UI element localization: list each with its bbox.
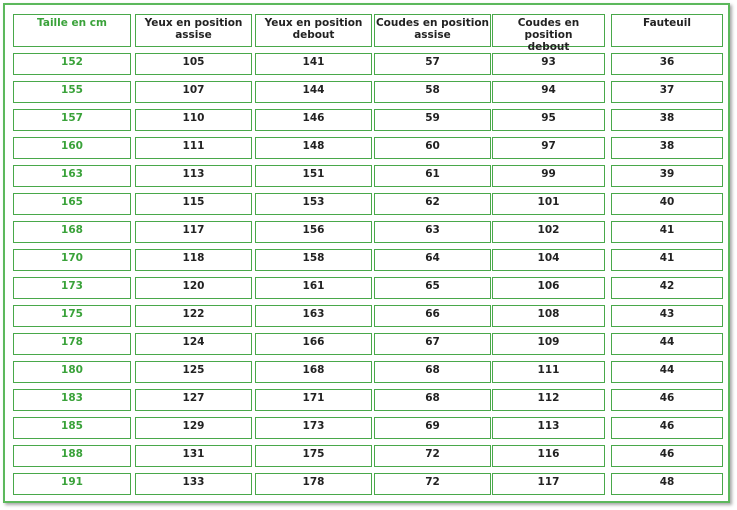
table-cell-taille: 168 xyxy=(13,221,131,243)
table-cell-coudes-assise: 67 xyxy=(374,333,491,355)
table-cell-yeux-assise: 107 xyxy=(135,81,252,103)
table-cell-coudes-assise: 68 xyxy=(374,361,491,383)
table-cell-fauteuil: 38 xyxy=(611,137,723,159)
table-cell-yeux-debout: 173 xyxy=(255,417,372,439)
table-cell-coudes-assise: 69 xyxy=(374,417,491,439)
table-cell-fauteuil: 40 xyxy=(611,193,723,215)
table-cell-taille: 188 xyxy=(13,445,131,467)
table-cell-yeux-assise: 111 xyxy=(135,137,252,159)
table-cell-fauteuil: 39 xyxy=(611,165,723,187)
column-header-yeux-debout: Yeux en position debout xyxy=(255,14,372,47)
table-cell-yeux-debout: 144 xyxy=(255,81,372,103)
table-cell-yeux-debout: 171 xyxy=(255,389,372,411)
table-cell-taille: 163 xyxy=(13,165,131,187)
table-cell-coudes-assise: 66 xyxy=(374,305,491,327)
table-cell-fauteuil: 46 xyxy=(611,445,723,467)
table-cell-coudes-assise: 65 xyxy=(374,277,491,299)
table-cell-coudes-assise: 60 xyxy=(374,137,491,159)
table-cell-yeux-debout: 156 xyxy=(255,221,372,243)
column-header-fauteuil: Fauteuil xyxy=(611,14,723,47)
table-cell-taille: 173 xyxy=(13,277,131,299)
table-cell-taille: 160 xyxy=(13,137,131,159)
table-cell-fauteuil: 48 xyxy=(611,473,723,495)
table-cell-taille: 170 xyxy=(13,249,131,271)
table-cell-fauteuil: 36 xyxy=(611,53,723,75)
table-cell-fauteuil: 38 xyxy=(611,109,723,131)
table-cell-coudes-debout: 109 xyxy=(492,333,605,355)
column-header-coudes-debout: Coudes en position debout xyxy=(492,14,605,47)
column-header-coudes-assise: Coudes en position assise xyxy=(374,14,491,47)
table-cell-coudes-debout: 102 xyxy=(492,221,605,243)
table-cell-taille: 180 xyxy=(13,361,131,383)
table-cell-fauteuil: 43 xyxy=(611,305,723,327)
table-cell-yeux-assise: 129 xyxy=(135,417,252,439)
table-cell-coudes-debout: 117 xyxy=(492,473,605,495)
table-cell-yeux-debout: 166 xyxy=(255,333,372,355)
table-cell-yeux-debout: 151 xyxy=(255,165,372,187)
table-cell-taille: 178 xyxy=(13,333,131,355)
table-cell-yeux-assise: 118 xyxy=(135,249,252,271)
table-cell-fauteuil: 46 xyxy=(611,417,723,439)
table-cell-yeux-debout: 168 xyxy=(255,361,372,383)
table-cell-yeux-debout: 163 xyxy=(255,305,372,327)
table-cell-yeux-assise: 113 xyxy=(135,165,252,187)
table-cell-yeux-debout: 178 xyxy=(255,473,372,495)
table-cell-coudes-debout: 106 xyxy=(492,277,605,299)
table-cell-taille: 157 xyxy=(13,109,131,131)
table-cell-taille: 175 xyxy=(13,305,131,327)
table-cell-coudes-debout: 94 xyxy=(492,81,605,103)
column-header-yeux-assise: Yeux en position assise xyxy=(135,14,252,47)
table-cell-yeux-debout: 148 xyxy=(255,137,372,159)
column-header-taille: Taille en cm xyxy=(13,14,131,47)
table-cell-yeux-assise: 110 xyxy=(135,109,252,131)
table-cell-taille: 183 xyxy=(13,389,131,411)
table-cell-coudes-debout: 93 xyxy=(492,53,605,75)
table-cell-yeux-assise: 127 xyxy=(135,389,252,411)
table-cell-coudes-assise: 72 xyxy=(374,473,491,495)
table-cell-taille: 152 xyxy=(13,53,131,75)
table-cell-taille: 165 xyxy=(13,193,131,215)
table-cell-coudes-debout: 97 xyxy=(492,137,605,159)
table-cell-fauteuil: 44 xyxy=(611,361,723,383)
table-cell-coudes-assise: 63 xyxy=(374,221,491,243)
table-cell-yeux-debout: 153 xyxy=(255,193,372,215)
table-cell-yeux-assise: 105 xyxy=(135,53,252,75)
table-cell-coudes-assise: 64 xyxy=(374,249,491,271)
table-cell-yeux-debout: 146 xyxy=(255,109,372,131)
table-cell-coudes-debout: 104 xyxy=(492,249,605,271)
table-cell-coudes-assise: 72 xyxy=(374,445,491,467)
table-cell-coudes-assise: 58 xyxy=(374,81,491,103)
table-cell-fauteuil: 44 xyxy=(611,333,723,355)
table-cell-coudes-assise: 59 xyxy=(374,109,491,131)
table-cell-coudes-debout: 111 xyxy=(492,361,605,383)
table-cell-fauteuil: 37 xyxy=(611,81,723,103)
table-cell-fauteuil: 41 xyxy=(611,249,723,271)
table-cell-taille: 185 xyxy=(13,417,131,439)
table-cell-coudes-debout: 99 xyxy=(492,165,605,187)
table-cell-coudes-assise: 57 xyxy=(374,53,491,75)
table-cell-yeux-assise: 115 xyxy=(135,193,252,215)
table-cell-taille: 191 xyxy=(13,473,131,495)
table-cell-coudes-debout: 95 xyxy=(492,109,605,131)
table-cell-yeux-assise: 131 xyxy=(135,445,252,467)
table-cell-fauteuil: 46 xyxy=(611,389,723,411)
table-cell-yeux-debout: 141 xyxy=(255,53,372,75)
table-cell-coudes-debout: 108 xyxy=(492,305,605,327)
table-cell-yeux-debout: 158 xyxy=(255,249,372,271)
table-cell-yeux-assise: 124 xyxy=(135,333,252,355)
table-cell-yeux-debout: 161 xyxy=(255,277,372,299)
table-cell-coudes-debout: 101 xyxy=(492,193,605,215)
table-cell-fauteuil: 41 xyxy=(611,221,723,243)
table-cell-fauteuil: 42 xyxy=(611,277,723,299)
table-cell-coudes-assise: 68 xyxy=(374,389,491,411)
table-cell-yeux-assise: 120 xyxy=(135,277,252,299)
table-cell-coudes-assise: 61 xyxy=(374,165,491,187)
table-cell-yeux-assise: 125 xyxy=(135,361,252,383)
table-cell-coudes-debout: 116 xyxy=(492,445,605,467)
table-cell-coudes-debout: 112 xyxy=(492,389,605,411)
table-cell-yeux-assise: 122 xyxy=(135,305,252,327)
table-cell-coudes-debout: 113 xyxy=(492,417,605,439)
table-cell-yeux-assise: 133 xyxy=(135,473,252,495)
table-cell-yeux-assise: 117 xyxy=(135,221,252,243)
table-cell-yeux-debout: 175 xyxy=(255,445,372,467)
table-cell-taille: 155 xyxy=(13,81,131,103)
table-cell-coudes-assise: 62 xyxy=(374,193,491,215)
